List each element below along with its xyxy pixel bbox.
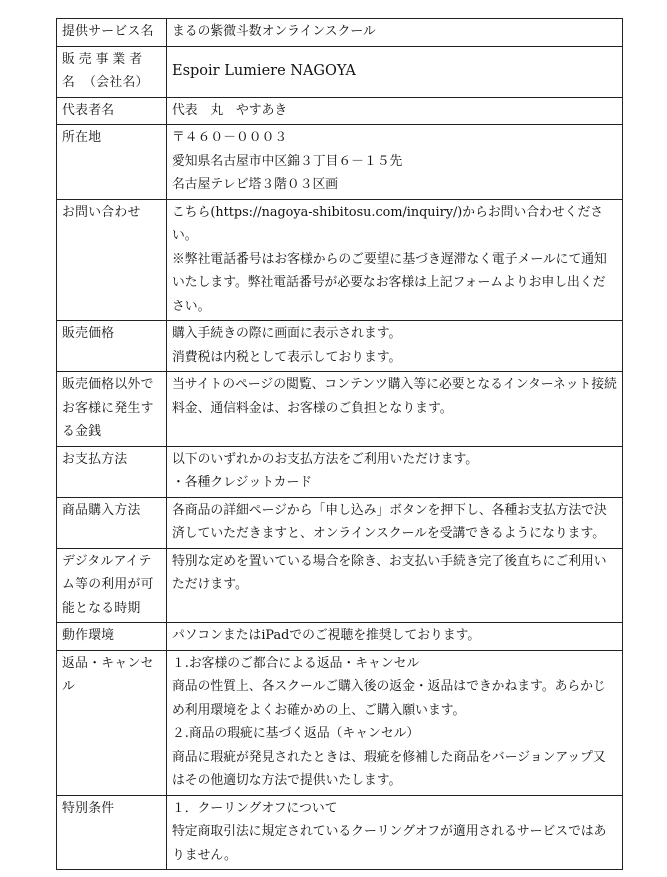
row-address [57,125,623,200]
row-label [57,650,167,795]
row-label [57,46,167,97]
value-text: 商品に瑕疵が発見されたときは、瑕疵を修補した商品をバージョンアップ又はその他適切な方法で提供いたします。 [172,749,606,788]
value-text: 特別な定めを置いている場合を除き、お支払い手続き完了後直ちにご利用いただけます。 [172,553,607,592]
row-value [167,623,623,651]
value-text: 商品の性質上、各スクールご購入後の返金・返品はできかねます。あらかじめ利用環境をよくお確かめの上、ご購入願います。 [172,679,606,718]
row-value [167,795,623,870]
row-value [167,19,623,47]
row-value [167,125,623,200]
label-text: お支払方法 [62,451,128,467]
value-text: 各商品の詳細ページから「申し込み」ボタンを押下し、各種お支払方法で決済していただきますと、オンラインスクールを受講できるようになります。 [172,502,607,541]
row-label [57,795,167,870]
row-returns [57,650,623,795]
row-label [57,446,167,497]
legal-notice-table [56,18,623,870]
value-text: １．クーリングオフについて [172,800,338,816]
row-price [57,321,623,372]
row-label [57,19,167,47]
value-text: 当サイトのページの閲覧、コンテンツ購入等に必要となるインターネット接続料金、通信料金は、お客様のご負担となります。 [172,377,617,416]
value-text: １.お客様のご都合による返品・キャンセル [172,655,420,671]
value-text: まるの紫微斗数オンラインスクール [172,24,376,39]
value-text: ２.商品の瑕疵に基づく返品（キャンセル） [172,726,420,741]
row-availability [57,548,623,623]
value-text: パソコンまたはiPadでのご視聴を推奨しております。 [172,628,481,643]
row-environment [57,623,623,651]
value-text: 特定商取引法に規定されているクーリングオフが適用されるサービスではありません。 [172,824,607,863]
row-value [167,97,623,125]
row-value [167,46,623,97]
label-text: 販売事業者名 [62,51,146,90]
row-value [167,650,623,795]
row-value [167,497,623,548]
value-text: 以下のいずれかのお支払方法をご利用いただけます。 [172,451,479,467]
row-other-fees [57,372,623,447]
value-text: 購入手続きの際に画面に表示されます。 [172,326,402,341]
row-value [167,446,623,497]
value-text: 消費税は内税として表示しております。 [172,349,402,365]
label-text: （会社名） [83,75,149,90]
row-payment-method [57,446,623,497]
label-text: 提供サービス名 [62,24,154,39]
label-text: 商品購入方法 [62,502,141,518]
label-text: 販売価格以外でお客様に発生する金銭 [62,377,154,439]
value-text: こちら(https://nagoya-shibitosu.com/inquiry/)からお問い合わせください。 [172,204,604,243]
row-service-name [57,19,623,47]
row-label [57,372,167,447]
row-representative [57,97,623,125]
row-seller-name [57,46,623,97]
value-text: Espoir Lumiere NAGOYA [172,63,356,79]
row-value [167,199,623,321]
row-special-conditions [57,795,623,870]
row-label [57,623,167,651]
row-value [167,548,623,623]
value-text: ・各種クレジットカード [172,475,313,490]
row-inquiry [57,199,623,321]
value-text: 名古屋テレビ塔３階０３区画 [172,177,339,192]
label-text: 所在地 [62,130,102,145]
row-label [57,548,167,623]
label-text: 特別条件 [62,800,115,816]
value-text: 代表 丸 やすあき [172,102,288,118]
row-value [167,372,623,447]
row-value [167,321,623,372]
label-text: デジタルアイテム等の利用が可能となる時期 [62,553,154,616]
row-label [57,97,167,125]
value-text: ※弊社電話番号はお客様からのご要望に基づき遅滞なく電子メールにて通知いたします。弊社電話番号が必要なお客様は上記フォームよりお申し出ください。 [172,251,607,314]
label-text: 動作環境 [62,628,115,643]
row-purchase-method [57,497,623,548]
label-text: 返品・キャンセル [62,655,154,694]
value-text: 愛知県名古屋市中区錦３丁目６－１５先 [172,153,403,169]
row-label [57,497,167,548]
label-text: 代表者名 [62,102,115,118]
row-label [57,125,167,200]
label-text: お問い合わせ [62,204,141,220]
row-label [57,321,167,372]
label-text: 販売価格 [62,326,115,341]
value-text: 〒４６０－０００３ [172,130,288,145]
row-label [57,199,167,321]
